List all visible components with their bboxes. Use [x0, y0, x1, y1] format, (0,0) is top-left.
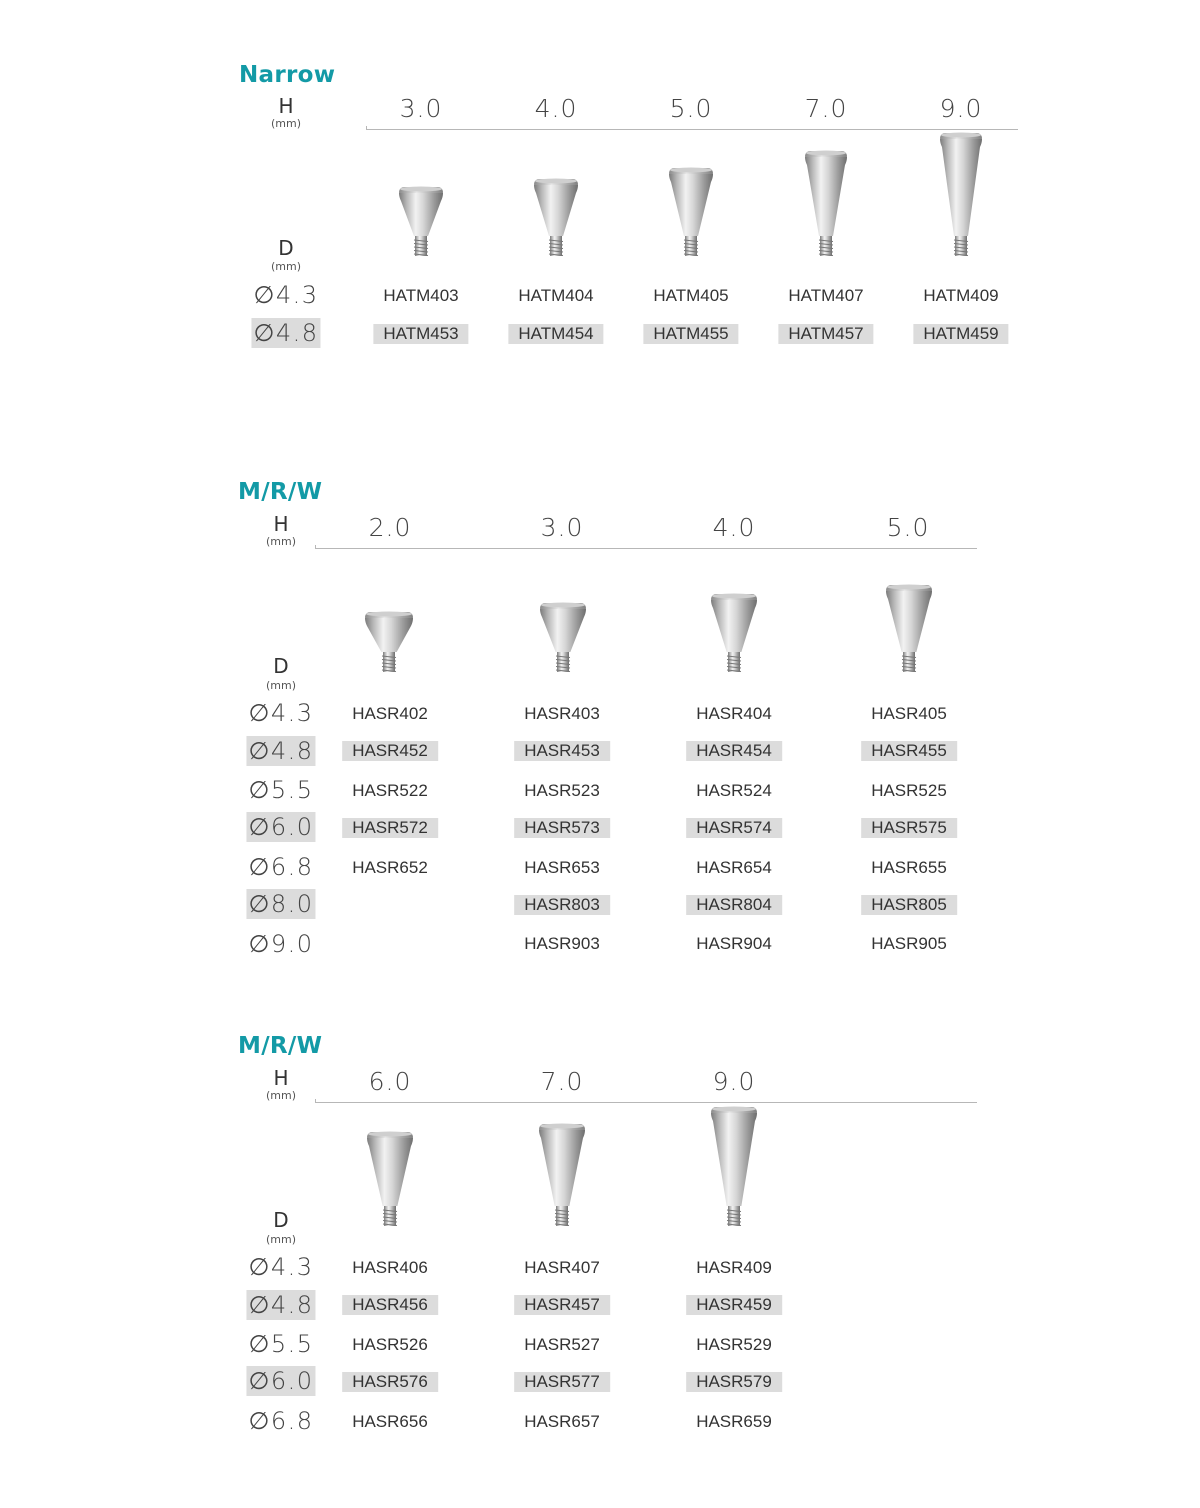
product-code: HASR652	[352, 858, 428, 877]
abutment-svg	[530, 175, 582, 260]
diameter-label: ∅4.3	[248, 699, 314, 727]
abutment-svg	[801, 147, 851, 260]
abutment-svg	[363, 1128, 417, 1230]
abutment-top	[887, 585, 931, 590]
diameter-label: ∅5.5	[248, 1330, 314, 1358]
product-code: HASR405	[871, 704, 947, 723]
height-value: 2.0	[368, 513, 412, 542]
product-code: HASR526	[352, 1335, 428, 1354]
diameter-unit: (mm)	[265, 679, 297, 692]
product-code: HASR459	[686, 1295, 782, 1315]
height-value: 3.0	[399, 94, 443, 123]
abutment-screw	[550, 236, 562, 256]
abutment-screw	[557, 652, 569, 672]
product-code: HASR654	[696, 858, 772, 877]
abutment-image	[395, 183, 447, 265]
abutment-screw	[556, 1206, 568, 1226]
abutment-screw	[728, 652, 740, 672]
diameter-label: ∅6.0	[248, 1367, 314, 1395]
product-code: HASR572	[342, 818, 438, 838]
product-code: HATM409	[923, 286, 999, 305]
abutment-screw	[383, 652, 395, 672]
product-code: HASR524	[696, 781, 772, 800]
abutment-svg	[936, 129, 986, 260]
product-code: HASR575	[861, 818, 957, 838]
abutment-body	[365, 618, 413, 652]
diameter-label: ∅9.0	[248, 930, 314, 958]
height-value: 7.0	[540, 1067, 584, 1096]
product-code: HASR803	[514, 895, 610, 915]
product-code: HASR525	[871, 781, 947, 800]
abutment-image	[707, 590, 761, 681]
abutment-svg	[361, 608, 417, 676]
abutment-top	[366, 612, 412, 617]
height-axis-label: H	[278, 94, 294, 118]
product-code: HATM455	[643, 324, 738, 344]
diameter-label: ∅5.5	[248, 776, 314, 804]
product-code: HASR904	[696, 934, 772, 953]
product-code: HATM404	[518, 286, 594, 305]
product-code: HASR452	[342, 741, 438, 761]
abutment-svg	[665, 164, 717, 260]
product-code: HASR456	[342, 1295, 438, 1315]
abutment-body	[539, 1130, 585, 1206]
abutment-top	[941, 133, 981, 138]
product-code: HASR457	[514, 1295, 610, 1315]
product-code: HASR579	[686, 1372, 782, 1392]
product-code: HATM407	[788, 286, 864, 305]
product-code: HASR653	[524, 858, 600, 877]
abutment-top	[540, 1124, 584, 1129]
abutment-body	[805, 157, 847, 236]
abutment-top	[712, 594, 756, 599]
diameter-label: ∅6.0	[248, 813, 314, 841]
height-value: 5.0	[886, 513, 930, 542]
abutment-top	[368, 1132, 412, 1137]
product-code: HASR406	[352, 1258, 428, 1277]
abutment-body	[399, 193, 443, 236]
product-code: HASR577	[514, 1372, 610, 1392]
height-value: 9.0	[712, 1067, 756, 1096]
abutment-image	[361, 608, 417, 681]
height-value: 5.0	[669, 94, 713, 123]
product-code: HASR402	[352, 704, 428, 723]
abutment-screw	[685, 236, 697, 256]
diameter-axis-label: D	[278, 236, 294, 260]
abutment-svg	[707, 1103, 761, 1230]
diameter-axis-label: D	[273, 654, 289, 678]
abutment-image	[530, 175, 582, 265]
abutment-image	[801, 147, 851, 265]
height-value: 7.0	[804, 94, 848, 123]
abutment-screw	[384, 1206, 396, 1226]
abutment-svg	[536, 599, 590, 676]
height-rule	[366, 129, 1018, 130]
diameter-label: ∅6.8	[248, 853, 314, 881]
abutment-image	[882, 581, 936, 681]
abutment-image	[536, 599, 590, 681]
diameter-label: ∅4.3	[248, 1253, 314, 1281]
abutment-image	[363, 1128, 417, 1235]
abutment-body	[711, 600, 757, 652]
abutment-body	[540, 609, 586, 652]
abutment-svg	[707, 590, 761, 676]
abutment-body	[367, 1138, 413, 1206]
abutment-image	[936, 129, 986, 265]
abutment-top	[400, 187, 442, 192]
section-title: M/R/W	[238, 1033, 323, 1059]
height-rule	[315, 1102, 977, 1103]
product-code: HASR453	[514, 741, 610, 761]
product-code: HASR522	[352, 781, 428, 800]
product-code: HATM454	[508, 324, 603, 344]
diameter-label: ∅4.8	[253, 319, 319, 347]
abutment-screw	[728, 1206, 740, 1226]
abutment-svg	[395, 183, 447, 260]
product-code: HASR805	[861, 895, 957, 915]
abutment-body	[711, 1113, 757, 1206]
product-code: HASR804	[686, 895, 782, 915]
section-title: M/R/W	[238, 479, 323, 505]
product-code: HASR523	[524, 781, 600, 800]
diameter-label: ∅4.8	[248, 1291, 314, 1319]
height-unit: (mm)	[265, 535, 297, 548]
diameter-axis-label: D	[273, 1208, 289, 1232]
height-axis-label: H	[273, 1066, 289, 1090]
height-rule	[315, 548, 977, 549]
abutment-top	[806, 151, 846, 156]
abutment-top	[541, 603, 585, 608]
product-code: HASR656	[352, 1412, 428, 1431]
height-axis-label: H	[273, 512, 289, 536]
diameter-label: ∅6.8	[248, 1407, 314, 1435]
product-code: HASR454	[686, 741, 782, 761]
height-value: 4.0	[534, 94, 578, 123]
diameter-unit: (mm)	[265, 1233, 297, 1246]
section-title: Narrow	[239, 62, 336, 88]
product-code: HASR659	[696, 1412, 772, 1431]
diameter-label: ∅8.0	[248, 890, 314, 918]
product-code: HATM403	[383, 286, 459, 305]
abutment-screw	[415, 236, 427, 256]
product-code: HATM453	[373, 324, 468, 344]
product-code: HASR403	[524, 704, 600, 723]
product-code: HASR529	[696, 1335, 772, 1354]
product-code: HASR527	[524, 1335, 600, 1354]
abutment-screw	[955, 236, 967, 256]
abutment-top	[535, 179, 577, 184]
height-value: 9.0	[939, 94, 983, 123]
product-code: HASR905	[871, 934, 947, 953]
product-code: HASR573	[514, 818, 610, 838]
abutment-image	[707, 1103, 761, 1235]
product-code: HASR404	[696, 704, 772, 723]
height-value: 3.0	[540, 513, 584, 542]
product-code: HATM405	[653, 286, 729, 305]
product-code: HASR455	[861, 741, 957, 761]
product-code: HASR903	[524, 934, 600, 953]
abutment-screw	[820, 236, 832, 256]
diameter-label: ∅4.3	[253, 281, 319, 309]
abutment-body	[940, 139, 982, 236]
abutment-image	[665, 164, 717, 265]
abutment-body	[669, 174, 713, 236]
product-code: HATM459	[913, 324, 1008, 344]
abutment-top	[670, 168, 712, 173]
height-unit: (mm)	[265, 1089, 297, 1102]
product-code: HASR576	[342, 1372, 438, 1392]
abutment-body	[534, 185, 578, 236]
product-code: HASR407	[524, 1258, 600, 1277]
abutment-screw	[903, 652, 915, 672]
abutment-svg	[882, 581, 936, 676]
height-value: 4.0	[712, 513, 756, 542]
abutment-svg	[535, 1120, 589, 1230]
abutment-top	[712, 1107, 756, 1112]
product-code: HATM457	[778, 324, 873, 344]
height-unit: (mm)	[270, 117, 302, 130]
product-code: HASR574	[686, 818, 782, 838]
product-code: HASR409	[696, 1258, 772, 1277]
diameter-unit: (mm)	[270, 260, 302, 273]
product-code: HASR657	[524, 1412, 600, 1431]
abutment-body	[886, 591, 932, 652]
abutment-image	[535, 1120, 589, 1235]
diameter-label: ∅4.8	[248, 737, 314, 765]
height-value: 6.0	[368, 1067, 412, 1096]
product-code: HASR655	[871, 858, 947, 877]
